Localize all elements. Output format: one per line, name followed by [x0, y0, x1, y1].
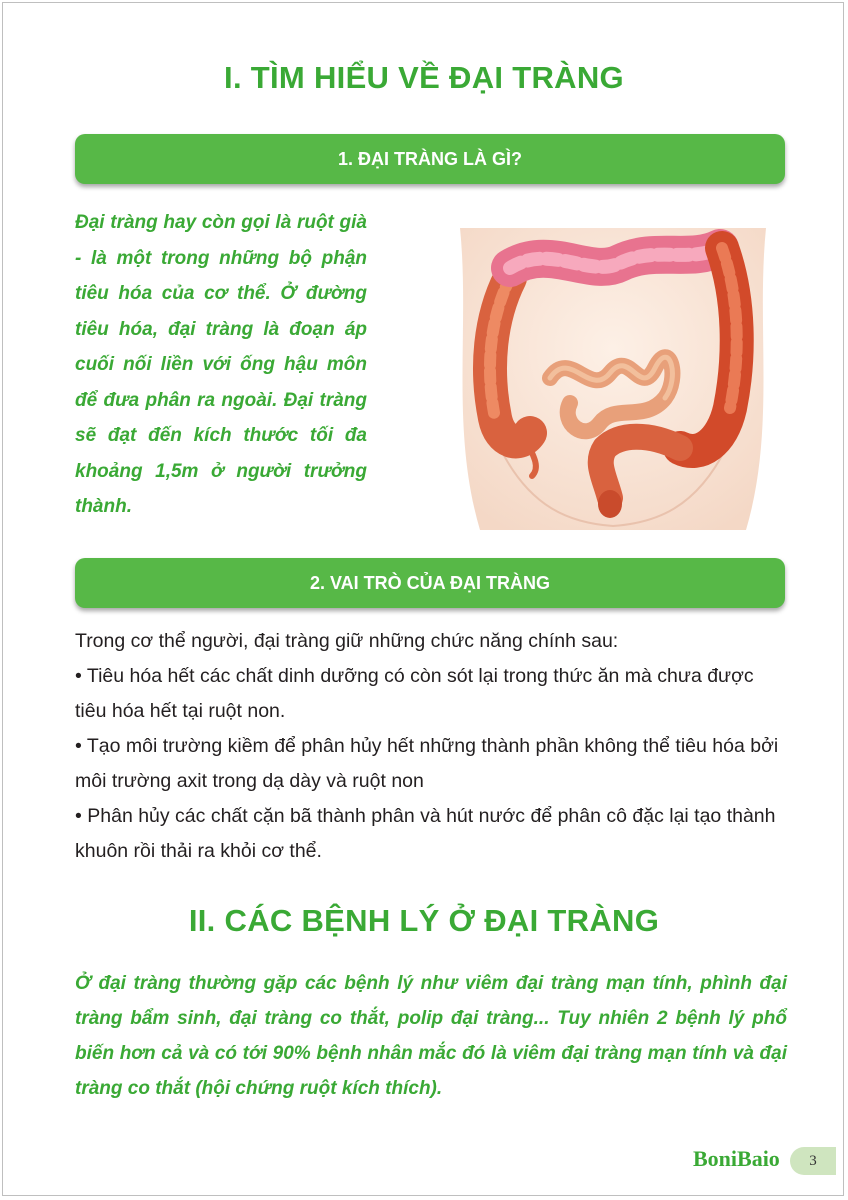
page-number: 3 [809, 1152, 817, 1169]
colon-diseases-text: Ở đại tràng thường gặp các bệnh lý như viêm đại tràng mạn tính, phình đại tràng bẩm sinh, đại tràng co thắt, polip đại tràng... Tuy nhiên 2 bệnh lý phổ biến hơn cả và có tới 90% bệnh nhân mắc đó là viêm đại tràng mạn tính và đại tràng co thắt (hội chứng ruột kích thích). [75, 973, 787, 1099]
section-1-title: I. TÌM HIỂU VỀ ĐẠI TRÀNG [224, 60, 624, 95]
page-number-badge [790, 1147, 836, 1175]
rectum [598, 490, 622, 518]
colon-definition-text: Đại tràng hay còn gọi là ruột già - là một trong những bộ phận tiêu hóa của cơ thể. Ở đường tiêu hóa, đại tràng là đoạn áp cuối nối liền với ống hậu môn để đưa phân ra ngoài. Đại tràng sẽ đạt đến kích thước tối đa khoảng 1,5m ở người trưởng thành. [75, 212, 367, 517]
function-item-3: • Phân hủy các chất cặn bã thành phân và hút nước để phân cô đặc lại tạo thành khuôn rồi thải ra khỏi cơ thể. [75, 805, 776, 862]
subheading-band-2 [75, 558, 785, 608]
subheading-band-1 [75, 134, 785, 184]
function-item-2: • Tạo môi trường kiềm để phân hủy hết những thành phần không thể tiêu hóa bởi môi trường axit trong dạ dày và ruột non [75, 735, 779, 792]
section-2-title: II. CÁC BỆNH LÝ Ở ĐẠI TRÀNG [188, 903, 660, 938]
colon-anatomy-illustration [440, 208, 786, 530]
subheading-2-text: 2. VAI TRÒ CỦA ĐẠI TRÀNG [309, 572, 550, 593]
subheading-1-text: 1. ĐẠI TRÀNG LÀ GÌ? [338, 148, 522, 169]
colon-functions-text [75, 624, 787, 869]
functions-intro: Trong cơ thể người, đại tràng giữ những chức năng chính sau: [75, 630, 619, 652]
brand-logo: BoniBaio [693, 1146, 780, 1171]
function-item-1: • Tiêu hóa hết các chất dinh dưỡng có còn sót lại trong thức ăn mà chưa được tiêu hóa hết tại ruột non. [75, 665, 754, 722]
